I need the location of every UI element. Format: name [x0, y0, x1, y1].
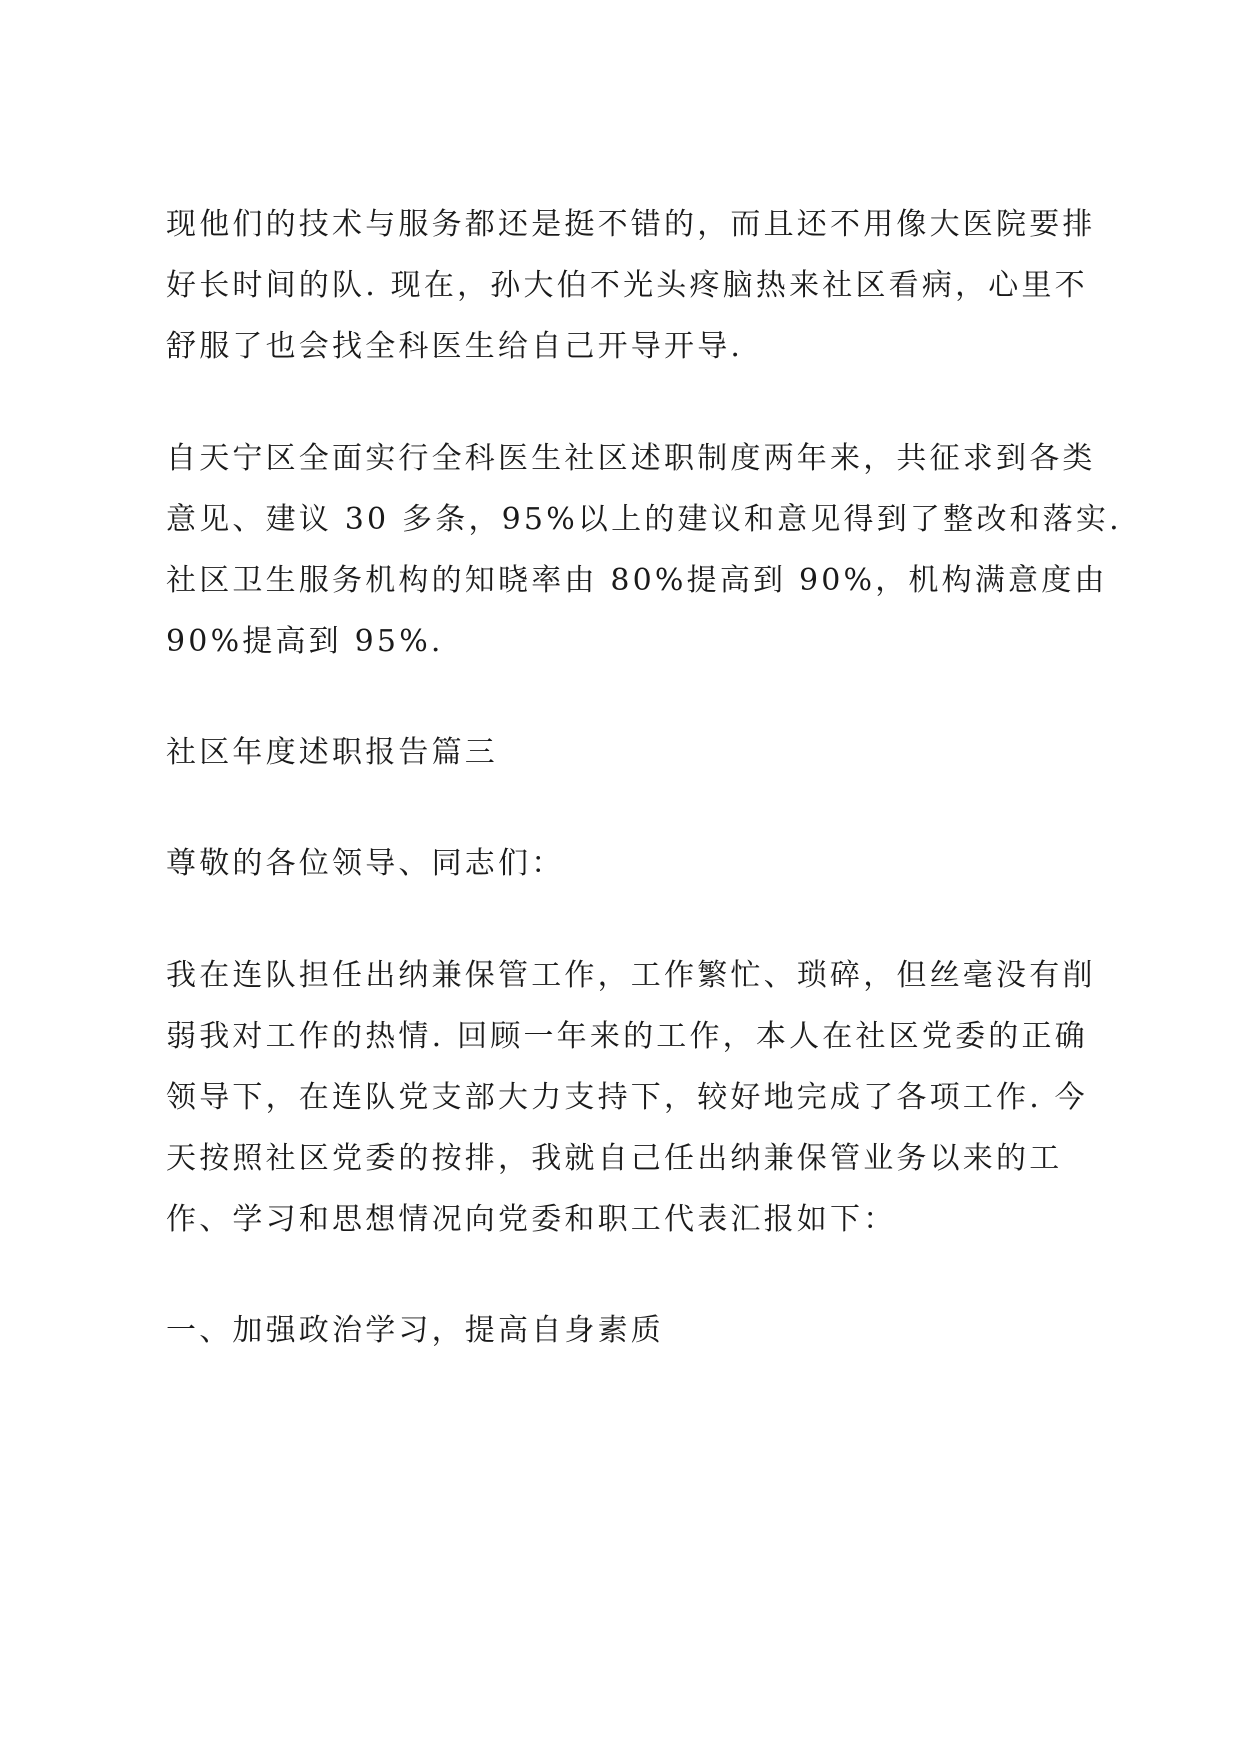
- section-heading: 一、加强政治学习，提高自身素质: [166, 1313, 664, 1348]
- paragraph-line: 社区卫生服务机构的知晓率由 80%提高到 90%，机构满意度由: [166, 563, 1108, 598]
- salutation: 尊敬的各位领导、同志们：: [166, 846, 565, 881]
- paragraph-line: 好长时间的队. 现在，孙大伯不光头疼脑热来社区看病，心里不: [166, 268, 1088, 303]
- paragraph-line: 作、学习和思想情况向党委和职工代表汇报如下：: [166, 1202, 897, 1237]
- section-title: 社区年度述职报告篇三: [166, 735, 498, 770]
- paragraph-line: 90%提高到 95%.: [166, 624, 444, 659]
- paragraph-line: 现他们的技术与服务都还是挺不错的，而且还不用像大医院要排: [166, 207, 1096, 242]
- paragraph-line: 舒服了也会找全科医生给自己开导开导.: [166, 329, 744, 364]
- paragraph-line: 意见、建议 30 多条，95%以上的建议和意见得到了整改和落实.: [166, 502, 1122, 537]
- paragraph-line: 我在连队担任出纳兼保管工作，工作繁忙、琐碎，但丝毫没有削: [166, 958, 1096, 993]
- paragraph-line: 领导下，在连队党支部大力支持下，较好地完成了各项工作. 今: [166, 1080, 1088, 1115]
- paragraph-line: 自天宁区全面实行全科医生社区述职制度两年来，共征求到各类: [166, 441, 1096, 476]
- paragraph-line: 弱我对工作的热情. 回顾一年来的工作，本人在社区党委的正确: [166, 1019, 1088, 1054]
- paragraph-line: 天按照社区党委的按排，我就自己任出纳兼保管业务以来的工: [166, 1141, 1063, 1176]
